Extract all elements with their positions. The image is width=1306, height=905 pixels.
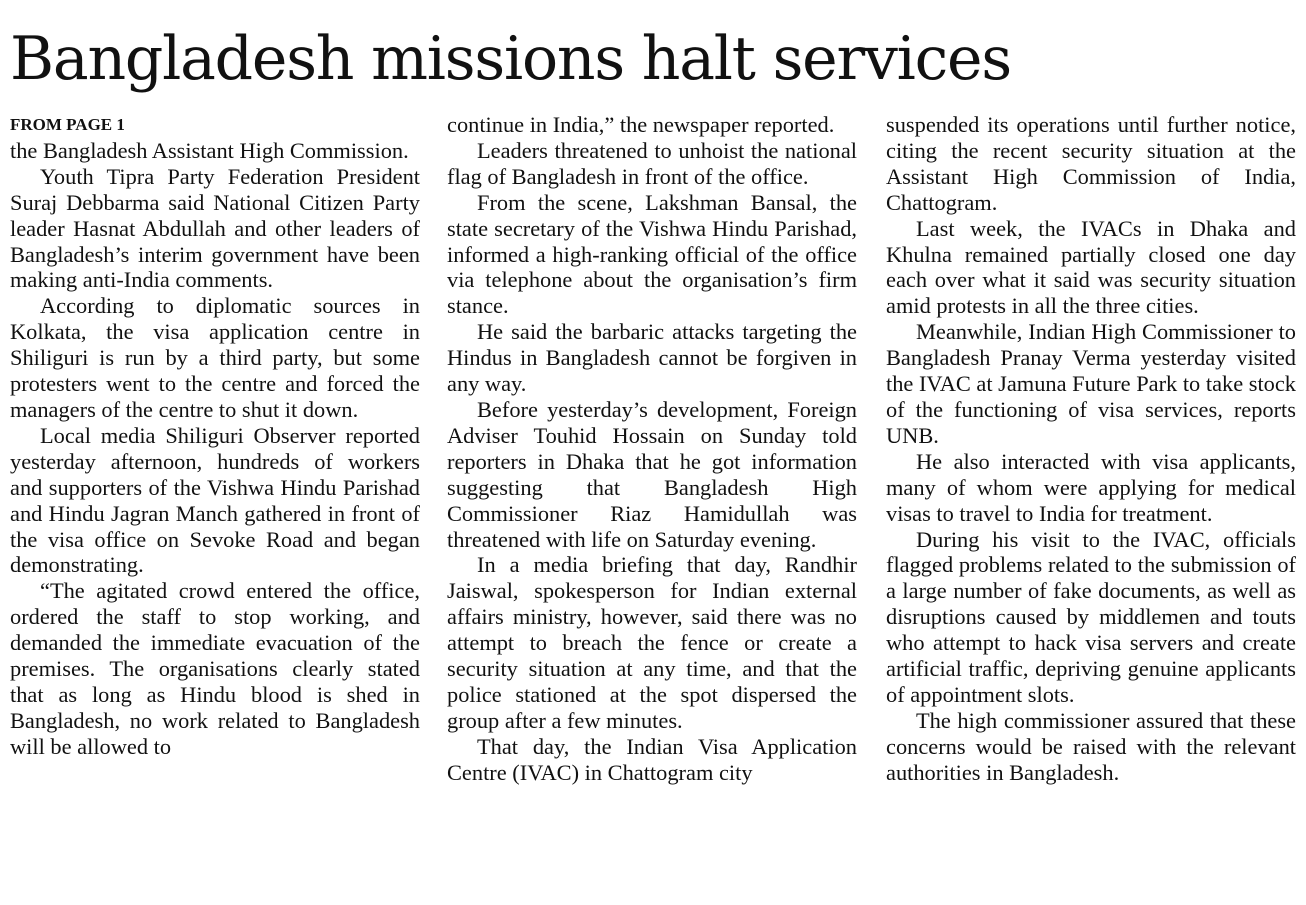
article-paragraph: “The agitated crowd entered the office, ordered the staff to stop working, and demanded the immediate evacuation of the premises. The organisations clearly stated that as long as Hindu blood is shed in Bangladesh, no work related to Bangladesh will be allowed to: [10, 578, 420, 759]
headline: Bangladesh missions halt services: [10, 24, 1011, 94]
article-paragraph: The high commissioner assured that these concerns would be raised with the relevant authorities in Bangladesh.: [886, 707, 1296, 785]
article-paragraph: Youth Tipra Party Federation President Suraj Debbarma said National Citizen Party leader Hasnat Abdullah and other leaders of Bangladesh’s interim government have been making anti-India comments.: [10, 163, 420, 293]
continued-from-label: FROM PAGE 1: [10, 115, 125, 134]
article-paragraph: According to diplomatic sources in Kolkata, the visa application centre in Shiliguri is run by a third party, but some protesters went to the centre and forced the managers of the centre to shut it down.: [10, 293, 420, 422]
article-paragraph: He also interacted with visa applicants, many of whom were applying for medical visas to travel to India for treatment.: [886, 448, 1296, 526]
article-column-2: [447, 112, 857, 786]
article-paragraph: He said the barbaric attacks targeting the Hindus in Bangladesh cannot be forgiven in any way.: [447, 319, 857, 397]
article-paragraph: From the scene, Lakshman Bansal, the state secretary of the Vishwa Hindu Parishad, informed a high-ranking official of the office via telephone about the organisation’s firm stance.: [447, 189, 857, 319]
article-paragraph: Before yesterday’s development, Foreign Adviser Touhid Hossain on Sunday told reporters in Dhaka that he got information suggesting that Bangladesh High Commissioner Riaz Hamidullah was threatened with life on Saturday evening.: [447, 396, 857, 552]
article-paragraph: Meanwhile, Indian High Commissioner to Bangladesh Pranay Verma yesterday visited the IVAC at Jamuna Future Park to take stock of the functioning of visa services, reports UNB.: [886, 319, 1297, 448]
article-paragraph: During his visit to the IVAC, officials flagged problems related to the submission of a large number of fake documents, as well as disruptions caused by middlemen and touts who attempt to hack visa servers and create artificial traffic, depriving genuine applicants of appointment slots.: [886, 526, 1296, 707]
article-paragraph: Local media Shiliguri Observer reported yesterday afternoon, hundreds of workers and supporters of the Vishwa Hindu Parishad and Hindu Jagran Manch gathered in front of the visa office on Sevoke Road and began demonstrating.: [10, 422, 420, 578]
article-paragraph: continue in India,” the newspaper reported.: [447, 112, 835, 137]
article-paragraph: Last week, the IVACs in Dhaka and Khulna remained partially closed one day each over what it said was security situation amid protests in all the three cities.: [886, 215, 1296, 319]
article-paragraph: That day, the Indian Visa Application Centre (IVAC) in Chattogram city: [447, 733, 857, 785]
article-column-1: [10, 112, 420, 760]
article-paragraph: In a media briefing that day, Randhir Jaiswal, spokesperson for Indian external affairs ministry, however, said there was no attempt to breach the fence or create a security situation at any time, and that the police stationed at the spot dispersed the group after a few minutes.: [447, 552, 857, 733]
article-paragraph: Leaders threatened to unhoist the national flag of Bangladesh in front of the office.: [447, 137, 857, 189]
article-paragraph: the Bangladesh Assistant High Commission.: [10, 137, 409, 163]
article-paragraph: suspended its operations until further notice, citing the recent security situation at the Assistant High Commission of India, Chattogram.: [886, 112, 1296, 215]
article-column-3: [886, 112, 1296, 786]
